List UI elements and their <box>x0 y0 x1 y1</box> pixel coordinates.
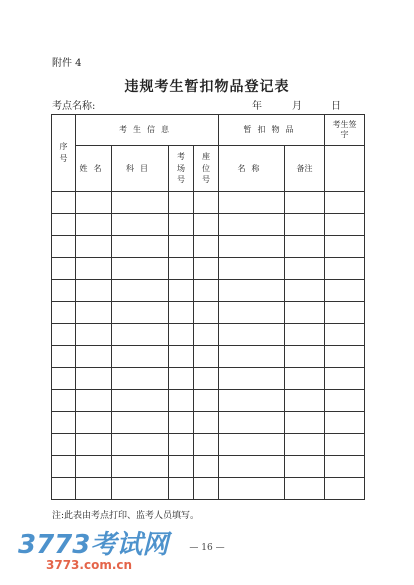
table-cell[interactable] <box>325 302 365 324</box>
table-row <box>52 478 365 500</box>
table-cell[interactable] <box>219 280 285 302</box>
table-row <box>52 368 365 390</box>
form-title: 违规考生暂扣物品登记表 <box>124 79 290 95</box>
table-cell[interactable] <box>169 324 194 346</box>
table-row <box>52 302 365 324</box>
table-cell[interactable] <box>169 412 194 434</box>
date-month-label: 月 <box>292 101 302 112</box>
table-cell[interactable] <box>52 456 76 478</box>
table-cell[interactable] <box>76 456 112 478</box>
table-cell[interactable] <box>219 258 285 280</box>
table-cell[interactable] <box>52 192 76 214</box>
table-cell[interactable] <box>285 302 325 324</box>
table-cell[interactable] <box>325 324 365 346</box>
subject-header-cell <box>112 146 169 192</box>
table-row <box>52 412 365 434</box>
table-cell[interactable] <box>325 390 365 412</box>
table-cell[interactable] <box>112 192 169 214</box>
table-cell[interactable] <box>194 192 219 214</box>
table-cell[interactable] <box>194 390 219 412</box>
table-cell[interactable] <box>285 280 325 302</box>
name-header-cell <box>76 146 112 192</box>
table-cell[interactable] <box>325 236 365 258</box>
table-cell[interactable] <box>169 368 194 390</box>
table-cell[interactable] <box>325 258 365 280</box>
table-cell[interactable] <box>52 324 76 346</box>
table-cell[interactable] <box>219 368 285 390</box>
table-cell[interactable] <box>112 390 169 412</box>
table-cell[interactable] <box>194 236 219 258</box>
table-cell[interactable] <box>112 236 169 258</box>
table-cell[interactable] <box>112 434 169 456</box>
table-cell[interactable] <box>52 214 76 236</box>
svg-text:3773.com.cn: 3773.com.cn <box>46 558 133 572</box>
table-cell[interactable] <box>219 412 285 434</box>
remark-header: 备注 <box>296 163 313 173</box>
table-cell[interactable] <box>325 478 365 500</box>
table-cell[interactable] <box>194 280 219 302</box>
table-body <box>52 192 365 500</box>
table-row <box>52 280 365 302</box>
table-cell[interactable] <box>194 258 219 280</box>
table-cell[interactable] <box>169 236 194 258</box>
table-cell[interactable] <box>219 192 285 214</box>
items-header-cell <box>219 115 325 146</box>
table-cell[interactable] <box>76 434 112 456</box>
signature-blank-cell[interactable] <box>325 146 365 192</box>
table-cell[interactable] <box>76 236 112 258</box>
table-cell[interactable] <box>112 412 169 434</box>
date-year-label: 年 <box>252 101 262 112</box>
table-cell[interactable] <box>194 214 219 236</box>
subject-header: 科目 <box>126 163 154 173</box>
seq-header-cell <box>52 115 76 192</box>
table-cell[interactable] <box>76 258 112 280</box>
seat-header-cell <box>194 146 219 192</box>
table-cell[interactable] <box>52 302 76 324</box>
table-row <box>52 214 365 236</box>
page-number: — 16 — <box>189 543 225 553</box>
watermark-logo <box>16 525 176 573</box>
table-cell[interactable] <box>76 324 112 346</box>
table-cell[interactable] <box>169 478 194 500</box>
table-cell[interactable] <box>219 236 285 258</box>
table-cell[interactable] <box>194 456 219 478</box>
registration-table <box>51 114 365 500</box>
table-cell[interactable] <box>325 192 365 214</box>
table-row <box>52 456 365 478</box>
table-cell[interactable] <box>112 302 169 324</box>
table-cell[interactable] <box>285 192 325 214</box>
table-cell[interactable] <box>194 368 219 390</box>
table-row <box>52 192 365 214</box>
table-cell[interactable] <box>325 346 365 368</box>
signature-header: 考生签字 <box>332 120 357 139</box>
table-cell[interactable] <box>169 192 194 214</box>
table-cell[interactable] <box>76 214 112 236</box>
table-cell[interactable] <box>219 346 285 368</box>
table-cell[interactable] <box>169 258 194 280</box>
table-cell[interactable] <box>52 346 76 368</box>
table-cell[interactable] <box>112 368 169 390</box>
table-cell[interactable] <box>194 324 219 346</box>
candidate-info-header: 考生信息 <box>119 125 175 134</box>
table-cell[interactable] <box>76 346 112 368</box>
table-cell[interactable] <box>285 434 325 456</box>
item-name-header: 名称 <box>237 163 266 173</box>
table-cell[interactable] <box>169 280 194 302</box>
table-cell[interactable] <box>285 324 325 346</box>
seq-header: 序号 <box>59 142 68 163</box>
table-cell[interactable] <box>52 280 76 302</box>
footnote: 注:此表由考点打印、监考人员填写。 <box>52 511 200 521</box>
table-cell[interactable] <box>194 346 219 368</box>
table-cell[interactable] <box>169 434 194 456</box>
item-name-header-cell <box>219 146 285 192</box>
table-cell[interactable] <box>194 302 219 324</box>
table-cell[interactable] <box>52 236 76 258</box>
attachment-label: 附件 4 <box>52 58 82 69</box>
table-cell[interactable] <box>52 258 76 280</box>
table-cell[interactable] <box>285 456 325 478</box>
table-cell[interactable] <box>52 390 76 412</box>
exam-site-label: 考点名称: <box>52 101 96 112</box>
table-cell[interactable] <box>112 478 169 500</box>
table-row <box>52 346 365 368</box>
table-cell[interactable] <box>169 214 194 236</box>
table-cell[interactable] <box>76 302 112 324</box>
table-cell[interactable] <box>325 456 365 478</box>
table-cell[interactable] <box>76 390 112 412</box>
table-cell[interactable] <box>285 368 325 390</box>
table-cell[interactable] <box>76 368 112 390</box>
table-cell[interactable] <box>76 192 112 214</box>
table-cell[interactable] <box>219 302 285 324</box>
table-cell[interactable] <box>219 434 285 456</box>
watermark-logo-svg <box>16 525 176 573</box>
table-cell[interactable] <box>76 478 112 500</box>
svg-text:3773考试网: 3773考试网 <box>18 530 169 560</box>
table-cell[interactable] <box>285 346 325 368</box>
table-cell[interactable] <box>52 434 76 456</box>
table-cell[interactable] <box>169 390 194 412</box>
table-cell[interactable] <box>52 368 76 390</box>
table-cell[interactable] <box>285 412 325 434</box>
table-cell[interactable] <box>219 478 285 500</box>
remark-header-cell <box>285 146 325 192</box>
table-cell[interactable] <box>285 236 325 258</box>
table-cell[interactable] <box>325 434 365 456</box>
table-row <box>52 434 365 456</box>
table-cell[interactable] <box>325 368 365 390</box>
name-header: 姓名 <box>79 163 108 173</box>
table-cell[interactable] <box>169 302 194 324</box>
table-cell[interactable] <box>325 280 365 302</box>
table-cell[interactable] <box>325 214 365 236</box>
table-cell[interactable] <box>169 456 194 478</box>
table-cell[interactable] <box>112 456 169 478</box>
table-cell[interactable] <box>76 280 112 302</box>
table-cell[interactable] <box>52 412 76 434</box>
room-header-cell <box>169 146 194 192</box>
table-cell[interactable] <box>285 390 325 412</box>
table-cell[interactable] <box>285 214 325 236</box>
table-cell[interactable] <box>112 324 169 346</box>
table-cell[interactable] <box>112 258 169 280</box>
table-cell[interactable] <box>52 478 76 500</box>
table-cell[interactable] <box>219 324 285 346</box>
table-cell[interactable] <box>219 390 285 412</box>
table-row <box>52 258 365 280</box>
table-cell[interactable] <box>76 412 112 434</box>
items-header: 暂扣物品 <box>243 125 300 134</box>
table-row <box>52 324 365 346</box>
seat-header: 座位号 <box>202 152 210 185</box>
table-cell[interactable] <box>112 280 169 302</box>
candidate-info-header-cell <box>76 115 219 146</box>
table-cell[interactable] <box>194 412 219 434</box>
table-cell[interactable] <box>325 412 365 434</box>
date-day-label: 日 <box>331 101 341 112</box>
table-cell[interactable] <box>285 478 325 500</box>
room-header: 考场号 <box>177 152 185 185</box>
table-cell[interactable] <box>285 258 325 280</box>
table-cell[interactable] <box>194 434 219 456</box>
table-cell[interactable] <box>112 214 169 236</box>
table-row <box>52 390 365 412</box>
table-cell[interactable] <box>219 214 285 236</box>
table-cell[interactable] <box>194 478 219 500</box>
table-row <box>52 236 365 258</box>
table-cell[interactable] <box>219 456 285 478</box>
signature-header-cell <box>325 115 365 146</box>
table-cell[interactable] <box>169 346 194 368</box>
table-cell[interactable] <box>112 346 169 368</box>
